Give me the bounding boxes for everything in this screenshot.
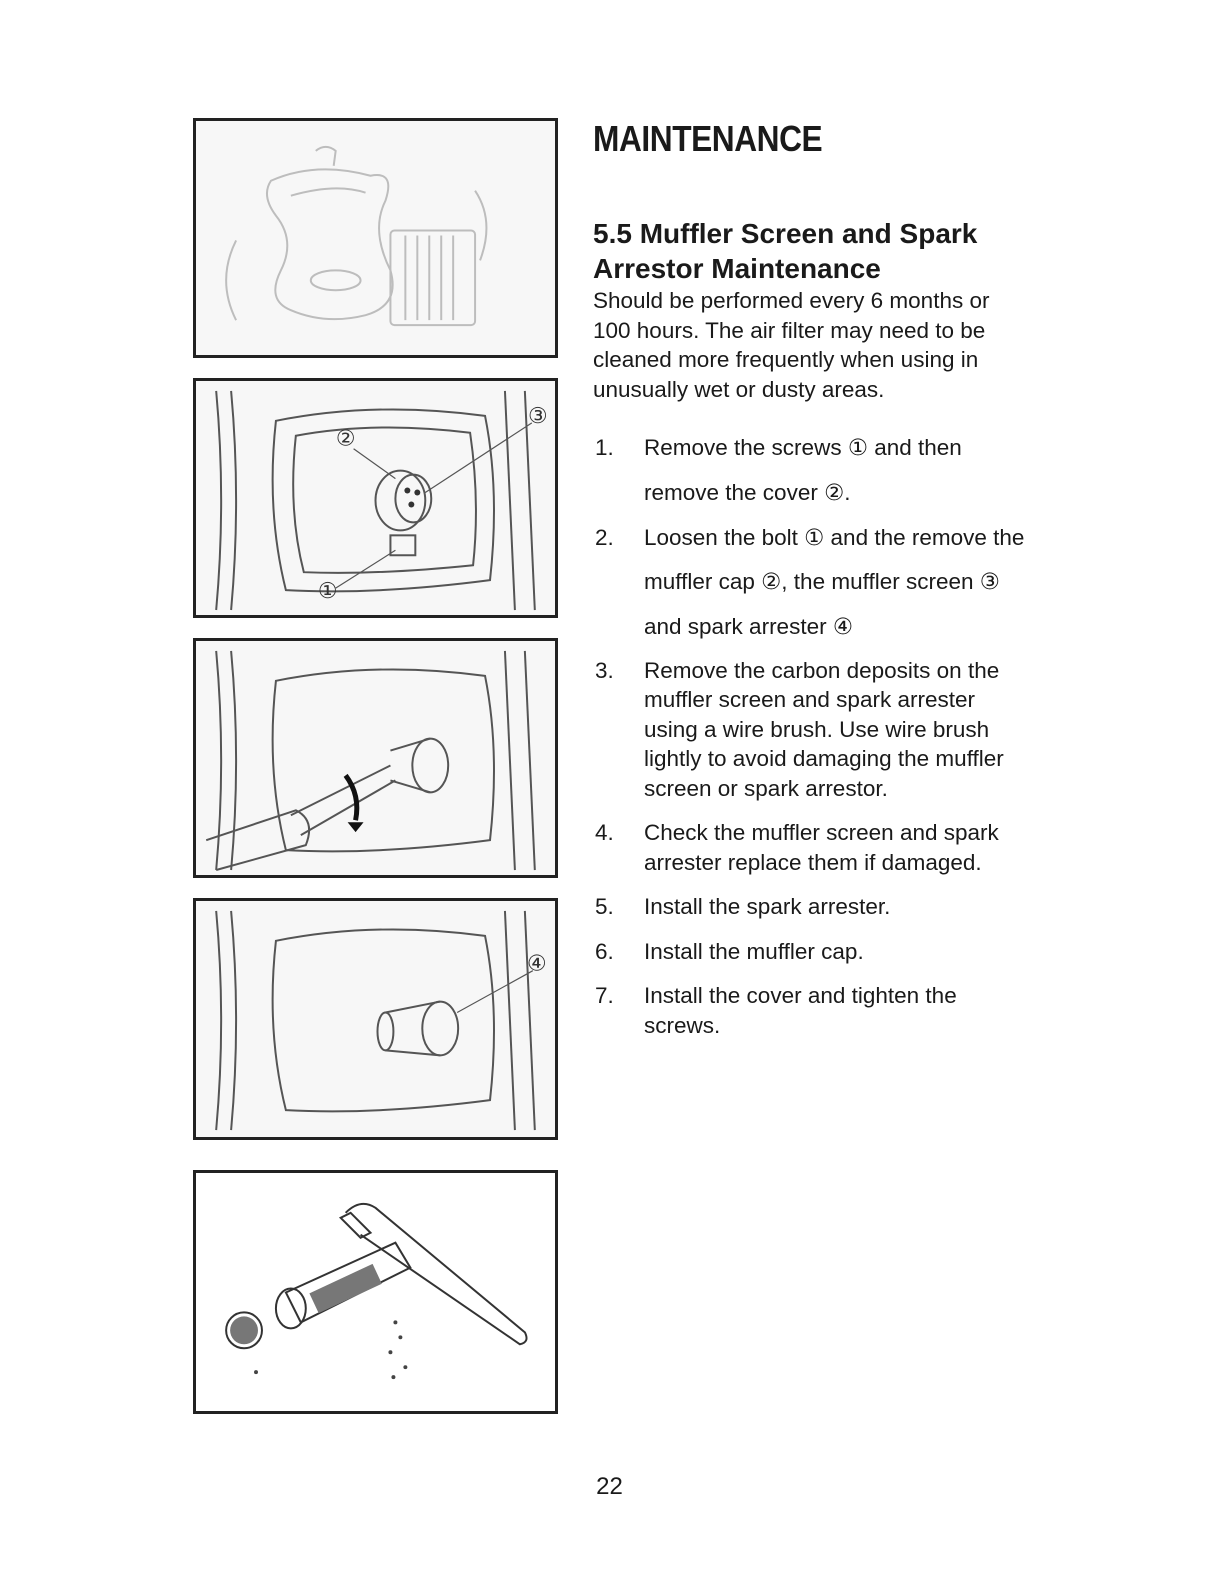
figure-muffler-callouts (193, 378, 558, 618)
step-item (593, 656, 1033, 804)
step-number: 3. (595, 657, 614, 683)
heading-line-2: Arrestor Maintenance (593, 253, 881, 284)
figure-wire-brush (193, 1170, 558, 1414)
heading-line-1: 5.5 Muffler Screen and Spark (593, 218, 978, 249)
step-item (593, 426, 1033, 516)
figure-cap-removal (193, 638, 558, 878)
cap-removal-illustration (196, 641, 555, 875)
callout-4: ④ (527, 951, 547, 977)
wire-brush-illustration (196, 1173, 555, 1411)
text-column (593, 118, 1033, 1055)
callout-2: ② (335, 426, 356, 452)
step-text: Loosen the bolt ① and the remove the muffler cap ②, the muffler screen ③ and spark arrester ④ (644, 524, 1025, 640)
step-text: Install the cover and tighten the screws. (644, 983, 957, 1038)
generator-cover-illustration (196, 121, 555, 355)
step-item (593, 981, 1033, 1040)
step-number: 2. (595, 524, 614, 550)
step-item (593, 937, 1033, 967)
section-title: MAINTENANCE (593, 118, 823, 159)
step-number: 5. (595, 894, 614, 920)
step-number: 4. (595, 820, 614, 846)
step-item (593, 818, 1033, 877)
figure-spark-arrester (193, 898, 558, 1140)
figure-generator-cover (193, 118, 558, 358)
step-text: Check the muffler screen and spark arrester replace them if damaged. (644, 820, 999, 875)
step-number: 1. (595, 435, 614, 460)
subsection-heading (593, 216, 1033, 286)
intro-paragraph: Should be performed every 6 months or 100 hours. The air filter may need to be cleaned more frequently when using in unusually wet or dusty areas. (593, 288, 990, 402)
spark-arrester-illustration (196, 901, 555, 1137)
step-item (593, 516, 1033, 650)
muffler-illustration (196, 381, 555, 615)
step-item (593, 892, 1033, 922)
step-number: 7. (595, 983, 614, 1009)
callout-3: ③ (527, 403, 548, 429)
step-text: Install the spark arrester. (644, 894, 891, 920)
step-text: Remove the screws ① and then remove the cover ②. (644, 435, 962, 505)
step-number: 6. (595, 938, 614, 964)
step-text: Remove the carbon deposits on the muffler screen and spark arrester using a wire brush. Use wire brush lightly to avoid damaging the muffler screen or spark arrestor. (644, 657, 1004, 801)
callout-1: ① (317, 579, 338, 605)
step-text: Install the muffler cap. (644, 938, 864, 964)
page-number: 22 (596, 1473, 623, 1500)
steps-list (593, 426, 1033, 1040)
